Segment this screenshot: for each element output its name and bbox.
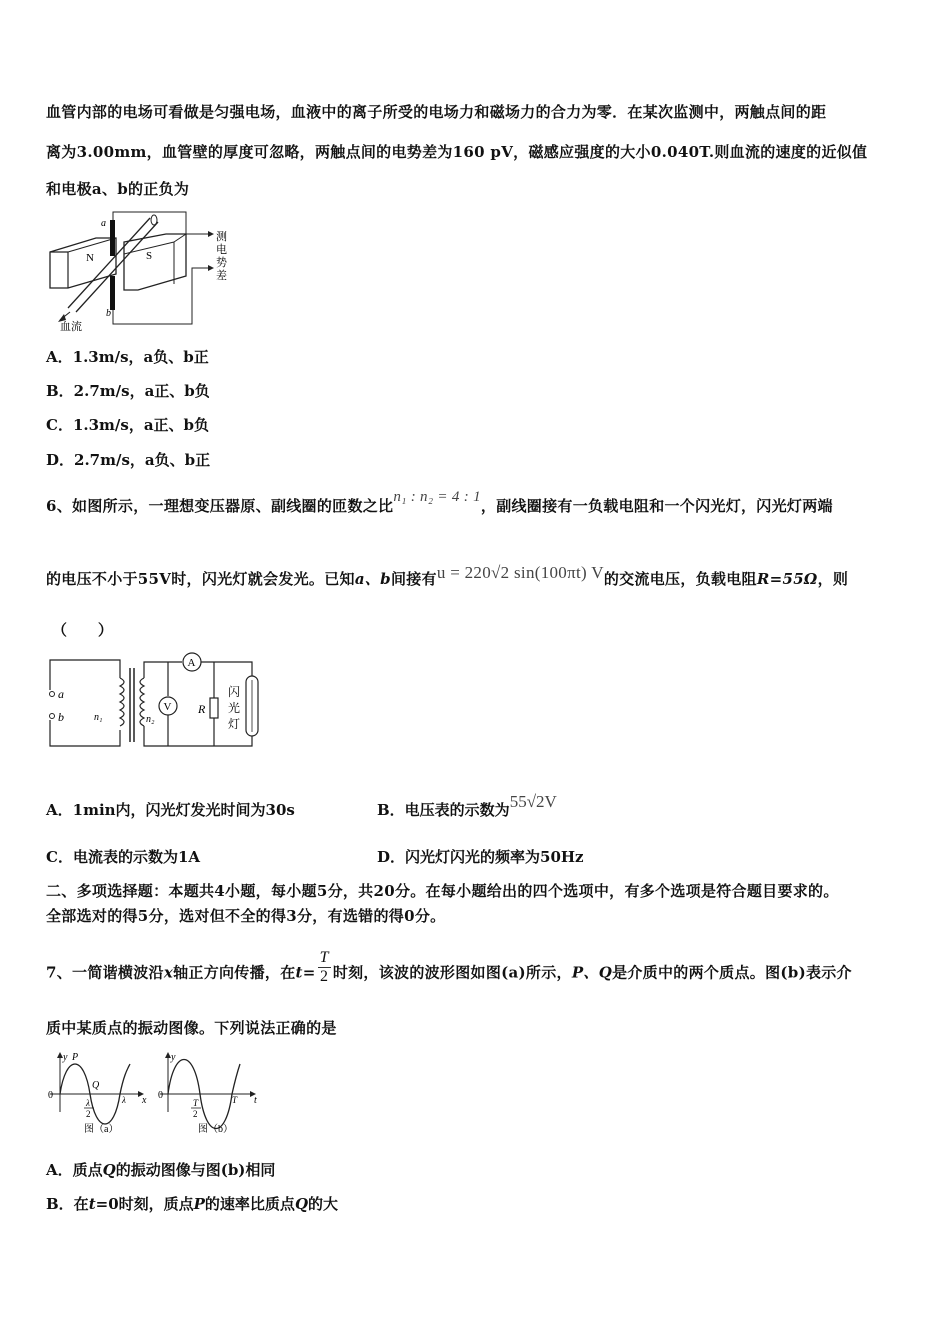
q7-option-b-p: P — [193, 1195, 205, 1213]
q5-label-blood: 血流 — [60, 321, 82, 333]
q5-label-measure-1: 测 — [216, 231, 227, 243]
q6-label-lamp-1: 闪 — [228, 685, 241, 699]
q6-option-d[interactable]: D．闪光灯闪光的频率为50Hz — [377, 848, 584, 866]
q6-turns-ratio: n₁ : n₂ = 4 : 1 — [393, 489, 481, 505]
q6-answer-blank: （ ） — [52, 621, 114, 639]
q6-label-n1: n₁ — [94, 712, 103, 723]
q5-label-measure-2: 电 — [216, 244, 227, 256]
q7-option-b-1: B．在 — [46, 1195, 89, 1213]
q5-stem-line2: 离为3.00mm，血管壁的厚度可忽略，两触点间的电势差为160 pV，磁感应强度的大小0.040T.则血流的速度的近似值 — [46, 143, 868, 161]
q5-blood-flow-figure — [46, 206, 236, 334]
q6-label-b: b — [58, 710, 64, 724]
q7-option-b-t: t — [88, 1195, 96, 1213]
q7-a-label-y: y — [63, 1052, 68, 1063]
q7-b-label-t-half-den: 2 — [193, 1109, 198, 1119]
q7-option-b-q: Q — [294, 1195, 309, 1213]
q7-figure-a-waveform — [46, 1050, 156, 1138]
q6-resistance: R=55Ω — [756, 570, 818, 588]
q6-stem-line1 — [46, 489, 833, 516]
q7-option-b-3: 的速率比质点 — [204, 1195, 295, 1213]
q7-frac-num: T — [319, 949, 329, 966]
q7-b-label-t: t — [254, 1095, 257, 1106]
q6-label-r: R — [198, 702, 206, 716]
q6-voltage-expression: u = 220√2 sin(100πt) V — [436, 563, 604, 582]
q7-option-a-2: 的振动图像与图(b)相同 — [115, 1161, 276, 1179]
q6-option-a[interactable]: A．1min内，闪光灯发光时间为30s — [46, 801, 295, 819]
q6-stem-a: 6、如图所示，一理想变压器原、副线圈的匝数之比 — [46, 497, 394, 515]
q6-stem-line2 — [46, 563, 849, 589]
q7-a-label-lam: λ — [122, 1095, 126, 1105]
q7-option-b-4: 的大 — [308, 1195, 339, 1213]
q5-option-d[interactable]: D．2.7m/s，a负、b正 — [46, 451, 211, 469]
section2-heading-line1: 二、多项选择题：本题共4小题，每小题5分，共20分。在每小题给出的四个选项中，有多个选项是符合题目要求的。 — [46, 882, 839, 900]
q6-stem-b: ，副线圈接有一负载电阻和一个闪光灯，闪光灯两端 — [480, 497, 833, 515]
q7-x-var: x — [163, 963, 174, 982]
q7-b-label-origin: 0 — [158, 1090, 163, 1101]
q7-b-label-t-full: T — [232, 1095, 238, 1105]
q6-option-b-value: 55√2V — [509, 792, 557, 811]
q7-figure-b-vibration — [158, 1050, 268, 1138]
q6-option-b-prefix: B．电压表的示数为 — [377, 801, 510, 819]
q6-stem-d: 间接有 — [390, 570, 437, 588]
q6-stem-c: 的电压不小于55V时，闪光灯就会发光。已知 — [46, 570, 355, 588]
q7-pq: P、Q — [571, 963, 613, 982]
q5-label-measure-4: 差 — [216, 270, 227, 282]
q7-t-half-fraction — [318, 949, 331, 986]
q7-b-label-t-half-num: T — [193, 1098, 199, 1108]
q7-a-caption: 图（a） — [84, 1124, 119, 1135]
q5-option-b[interactable]: B．2.7m/s，a正、b负 — [46, 382, 210, 400]
q7-a-label-x: x — [142, 1095, 147, 1106]
q6-label-a: a — [58, 687, 64, 701]
q7-option-a-1: A．质点 — [46, 1161, 103, 1179]
q5-label-measure-3: 势 — [216, 257, 227, 269]
q7-a-label-origin: 0 — [48, 1090, 53, 1101]
q7-frac-den: 2 — [320, 968, 329, 985]
section2-heading-line2: 全部选对的得5分，选对但不全的得3分，有选错的得0分。 — [46, 907, 446, 925]
q7-b-label-y: y — [171, 1052, 176, 1063]
q7-stem-d: 是介质中的两个质点。图(b)表示介 — [612, 963, 852, 982]
q5-stem-line1: 血管内部的电场可看做是匀强电场，血液中的离子所受的电场力和磁场力的合力为零．在某次监测中，两触点间的距 — [46, 103, 827, 121]
q5-option-c[interactable]: C．1.3m/s，a正、b负 — [46, 416, 210, 434]
q7-t-equals: t= — [295, 963, 316, 982]
q5-option-a[interactable]: A．1.3m/s，a负、b正 — [46, 348, 209, 366]
q6-label-voltmeter: V — [163, 701, 172, 713]
q7-stem-c: 时刻，该波的波形图如图(a)所示， — [332, 963, 572, 982]
q6-label-lamp-2: 光 — [228, 701, 241, 715]
q5-label-a: a — [101, 218, 106, 229]
q7-a-label-lam-half-den: 2 — [86, 1109, 91, 1119]
q5-label-b: b — [106, 308, 111, 319]
q5-label-n: N — [86, 252, 94, 264]
q7-stem-line2: 质中某质点的振动图像。下列说法正确的是 — [46, 1019, 337, 1037]
q6-label-n2: n₂ — [146, 714, 155, 725]
q6-option-c[interactable]: C．电流表的示数为1A — [46, 848, 201, 866]
q6-stem-f: ，则 — [817, 570, 849, 588]
q7-a-label-lam-half-num: λ — [86, 1098, 90, 1108]
q6-label-ammeter: A — [187, 657, 196, 669]
q7-a-label-q: Q — [92, 1080, 100, 1091]
q5-label-s: S — [146, 250, 153, 262]
q7-option-a-q: Q — [102, 1161, 116, 1179]
q6-option-b[interactable] — [377, 792, 557, 820]
q6-stem-e: 的交流电压，负载电阻 — [603, 570, 757, 588]
q7-stem-b: 轴正方向传播，在 — [173, 963, 296, 982]
q6-label-lamp-3: 灯 — [228, 717, 241, 731]
q6-transformer-circuit — [46, 650, 266, 752]
q7-stem-a: 7、一简谐横波沿 — [46, 963, 164, 982]
q5-stem-line3: 和电极a、b的正负为 — [46, 180, 190, 198]
q7-option-b[interactable] — [46, 1193, 338, 1214]
q7-stem-line1 — [46, 949, 852, 992]
q7-b-caption: 图（b） — [198, 1124, 233, 1135]
q7-option-b-2: =0时刻，质点 — [95, 1195, 194, 1213]
q7-a-label-p: P — [72, 1052, 79, 1063]
q7-option-a[interactable] — [46, 1159, 275, 1180]
q6-ab: a、b — [354, 570, 391, 588]
